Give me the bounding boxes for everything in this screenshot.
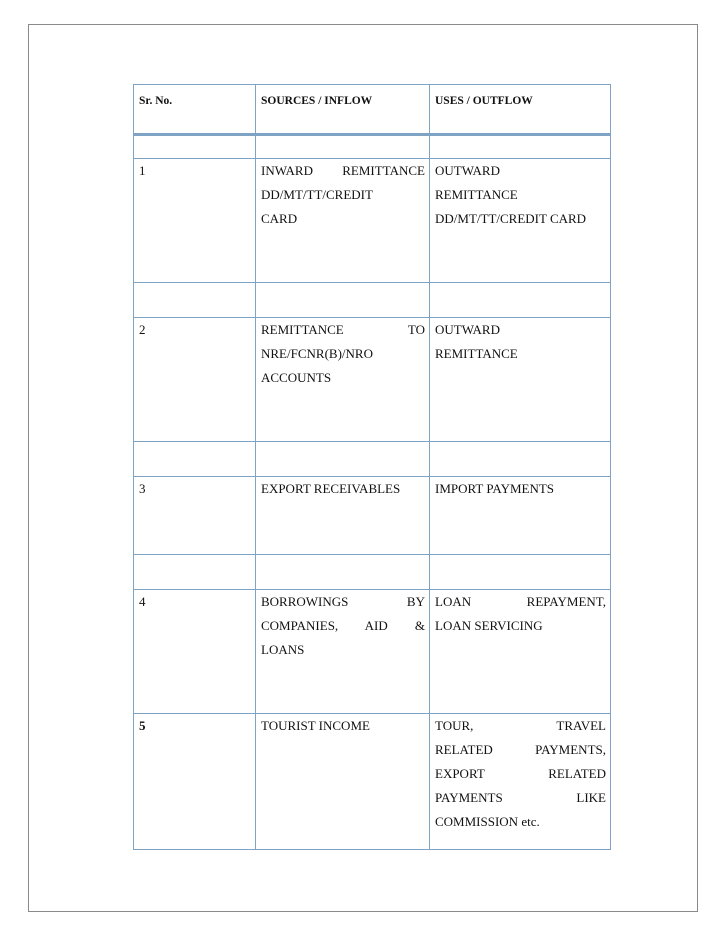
sources-line: BORROWINGS BY (261, 594, 425, 609)
sources-cell (256, 477, 430, 555)
sr-cell: 2 (134, 318, 256, 442)
sources-line: CARD (261, 211, 298, 226)
uses-line: LOAN REPAYMENT, (435, 594, 606, 609)
spacer-row (134, 283, 611, 318)
sr-cell: 4 (134, 590, 256, 714)
sr-cell: 1 (134, 159, 256, 283)
uses-line: LOAN SERVICING (435, 618, 543, 633)
sr-cell: 5 (134, 714, 256, 850)
uses-line: RELATED PAYMENTS, (435, 742, 606, 757)
uses-cell (430, 318, 611, 442)
table-row (134, 590, 611, 714)
sources-cell (256, 318, 430, 442)
table-row (134, 477, 611, 555)
uses-line: REMITTANCE (435, 346, 518, 361)
uses-cell (430, 159, 611, 283)
sources-line: ACCOUNTS (261, 370, 332, 385)
sources-line: EXPORT RECEIVABLES (261, 481, 401, 496)
sources-line: DD/MT/TT/CREDIT (261, 187, 373, 202)
uses-cell (430, 477, 611, 555)
uses-cell (430, 714, 611, 850)
spacer-row (134, 442, 611, 477)
sources-line: NRE/FCNR(B)/NRO (261, 346, 373, 361)
uses-line: REMITTANCE (435, 187, 518, 202)
sources-cell (256, 714, 430, 850)
uses-line: PAYMENTS LIKE (435, 790, 606, 805)
uses-line: IMPORT PAYMENTS (435, 481, 555, 496)
uses-line: TOUR, TRAVEL (435, 718, 606, 733)
header-sr-no: Sr. No. (134, 85, 256, 135)
uses-line: OUTWARD (435, 163, 500, 178)
table-header-row (134, 85, 611, 135)
sources-line: TOURIST INCOME (261, 718, 370, 733)
uses-line: DD/MT/TT/CREDIT CARD (435, 211, 587, 226)
sources-cell (256, 590, 430, 714)
sources-line: LOANS (261, 642, 305, 657)
table-row (134, 318, 611, 442)
uses-line: OUTWARD (435, 322, 500, 337)
sources-line: COMPANIES, AID & (261, 618, 425, 633)
sources-line: INWARD REMITTANCE (261, 163, 425, 178)
uses-cell (430, 590, 611, 714)
sources-line: REMITTANCE TO (261, 322, 425, 337)
table-row (134, 159, 611, 283)
sr-cell: 3 (134, 477, 256, 555)
sources-uses-table (133, 84, 611, 850)
uses-line: EXPORT RELATED (435, 766, 606, 781)
header-sources: SOURCES / INFLOW (256, 85, 430, 135)
sources-cell (256, 159, 430, 283)
spacer-row (134, 135, 611, 159)
header-uses: USES / OUTFLOW (430, 85, 611, 135)
uses-line: COMMISSION etc. (435, 814, 540, 829)
table-row (134, 714, 611, 850)
spacer-row (134, 555, 611, 590)
